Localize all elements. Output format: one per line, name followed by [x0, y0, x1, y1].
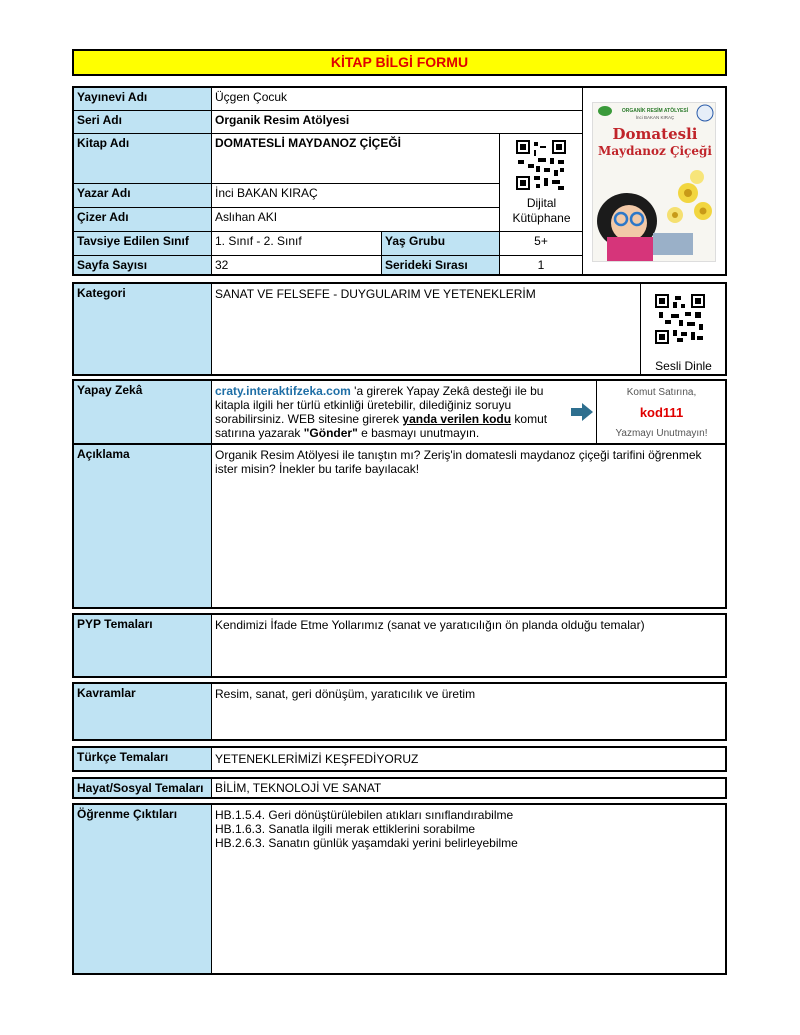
grade-label: Tavsiye Edilen Sınıf: [74, 232, 212, 256]
book-value: DOMATESLİ MAYDANOZ ÇİÇEĞİ: [212, 134, 500, 184]
book-cover: [592, 102, 716, 262]
ai-code-link: yanda verilen kodu: [402, 412, 512, 426]
audio-label: Sesli Dinle: [655, 359, 712, 373]
outcomes-section: [72, 803, 727, 975]
age-label: Yaş Grubu: [382, 232, 500, 256]
description-section: [72, 443, 727, 609]
ai-text: [215, 384, 565, 440]
digital-library-label: Dijital Kütüphane: [512, 196, 571, 225]
cover-title-line2: Maydanoz Çiçeği: [598, 144, 712, 158]
ai-text-part2: komut satırına yazarak: [215, 412, 548, 440]
outcomes-label: Öğrenme Çıktıları: [74, 805, 212, 973]
command-bottom-text: Yazmayı Unutmayın!: [615, 428, 708, 439]
form-title: KİTAP BİLGİ FORMU: [72, 49, 727, 76]
category-label: Kategori: [74, 284, 212, 374]
pyp-value: Kendimizi İfade Etme Yollarımız (sanat ve yaratıcılığın ön planda olduğu temalar): [215, 618, 645, 632]
ai-text-part1: 'a girerek Yapay Zekâ desteği ile bu kitapla ilgili her türlü etkinliği üretebilir, dilediğiniz soruyu sorabilirsiniz. WEB sitesine girerek: [215, 384, 544, 426]
concepts-value: Resim, sanat, geri dönüşüm, yaratıcılık ve üretim: [215, 687, 476, 701]
arrow-right-icon: [571, 403, 593, 421]
concepts-label: Kavramlar: [74, 684, 212, 739]
concepts-section: [72, 682, 727, 741]
life-themes-value: BİLİM, TEKNOLOJİ VE SANAT: [215, 781, 382, 795]
turkish-themes-section: [72, 746, 727, 772]
pages-value: 32: [212, 256, 382, 274]
audio-qr-icon[interactable]: [655, 294, 705, 344]
category-section: [72, 282, 727, 376]
ai-site-link[interactable]: craty.interaktifzeka.com: [215, 384, 351, 398]
author-label: Yazar Adı: [74, 184, 212, 208]
audio-cell[interactable]: [640, 284, 725, 374]
book-info-table: [72, 86, 727, 276]
illustrator-label: Çizer Adı: [74, 208, 212, 232]
turkish-themes-value: YETENEKLERİMİZİ KEŞFEDİYORUZ: [215, 752, 419, 766]
publisher-label: Yayınevi Adı: [74, 88, 212, 111]
command-code: kod111: [639, 405, 684, 420]
ai-section: [72, 379, 727, 445]
outcome-item: HB.1.6.3. Sanatla ilgili merak ettiklerini sorabilme: [215, 822, 476, 836]
series-label: Seri Adı: [74, 111, 212, 134]
digital-library-qr-icon[interactable]: [516, 140, 566, 190]
description-value: Organik Resim Atölyesi ile tanıştın mı? Zeriş'in domatesli maydanoz çiçeği tarifini öğrenmek ister misin? İnekler bu tarife bayılacak!: [215, 448, 702, 476]
command-top-text: Komut Satırına,: [626, 387, 697, 398]
grade-value: 1. Sınıf - 2. Sınıf: [212, 232, 382, 256]
cover-series-logo: ORGANİK RESİM ATÖLYESİ: [621, 108, 689, 114]
life-themes-section: [72, 777, 727, 799]
description-label: Açıklama: [74, 445, 212, 607]
outcomes-list: [215, 808, 720, 850]
outcome-item: HB.2.6.3. Sanatın günlük yaşamdaki yerini belirleyebilme: [215, 836, 518, 850]
order-label: Serideki Sırası: [382, 256, 500, 274]
publisher-value: Üçgen Çocuk: [212, 88, 583, 111]
order-value: 1: [500, 256, 583, 274]
pages-label: Sayfa Sayısı: [74, 256, 212, 274]
turkish-themes-label: Türkçe Temaları: [74, 748, 212, 770]
ai-text-part3: e basmayı unutmayın.: [357, 426, 480, 440]
author-value: İnci BAKAN KIRAÇ: [212, 184, 500, 208]
category-value: SANAT VE FELSEFE - DUYGULARIM VE YETENEKLERİM: [215, 287, 536, 301]
book-label: Kitap Adı: [74, 134, 212, 184]
ai-send-word: "Gönder": [303, 426, 358, 440]
pyp-label: PYP Temaları: [74, 615, 212, 676]
cover-author: İnci BAKAN KIRAÇ: [635, 115, 675, 120]
pyp-section: [72, 613, 727, 678]
life-themes-label: Hayat/Sosyal Temaları: [74, 779, 212, 797]
illustrator-value: Aslıhan AKI: [212, 208, 500, 232]
age-value: 5+: [500, 232, 583, 256]
cover-title-line1: Domatesli: [612, 125, 698, 143]
ai-label: Yapay Zekâ: [74, 381, 212, 443]
digital-library-cell[interactable]: [500, 134, 583, 232]
outcome-item: HB.1.5.4. Geri dönüştürülebilen atıkları sınıflandırabilme: [215, 808, 514, 822]
series-value: Organik Resim Atölyesi: [212, 111, 583, 134]
command-box: [596, 381, 725, 443]
